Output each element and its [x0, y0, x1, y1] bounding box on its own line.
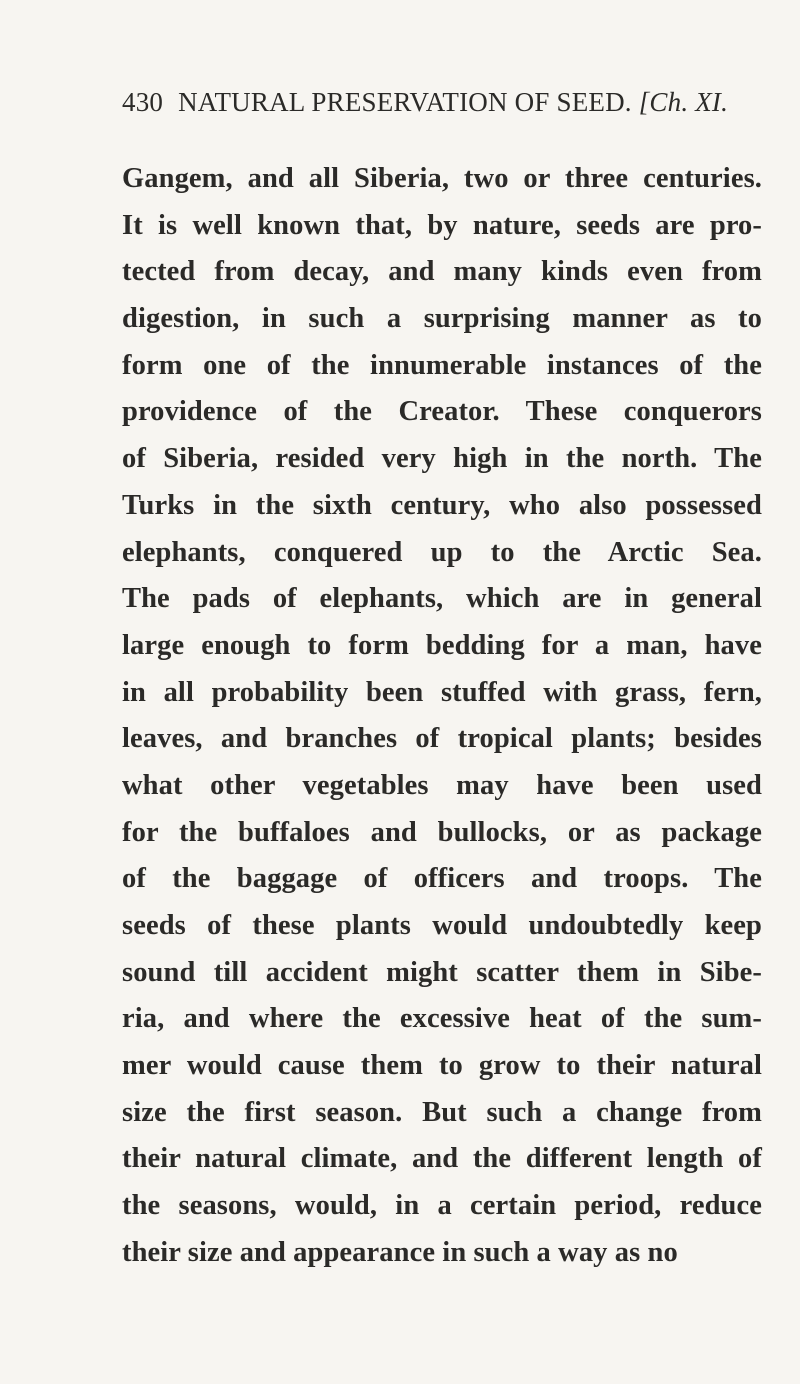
text-line: Turks in the sixth century, who also possessed	[122, 489, 762, 521]
text-line: providence of the Creator. These conquerors	[122, 396, 762, 428]
running-title: NATURAL PRESERVATION OF SEED.	[178, 87, 632, 117]
text-line: mer would cause them to grow to their natural	[122, 1050, 762, 1082]
text-line: of Siberia, resided very high in the north. The	[122, 443, 762, 475]
text-line: Gangem, and all Siberia, two or three centuries.	[122, 163, 762, 194]
page-number: 430	[122, 87, 164, 117]
text-line: large enough to form bedding for a man, have	[122, 629, 762, 661]
text-line: for the buffaloes and bullocks, or as package	[122, 816, 762, 848]
chapter-reference: [Ch. XI.	[638, 87, 729, 117]
text-line: of the baggage of officers and troops. The	[122, 863, 762, 895]
text-line: the seasons, would, in a certain period, reduce	[122, 1190, 762, 1222]
text-line: form one of the innumerable instances of the	[122, 349, 762, 381]
text-line: seeds of these plants would undoubtedly keep	[122, 910, 762, 941]
text-line: sound till accident might scatter them in Sibe-	[122, 956, 762, 988]
text-line: digestion, in such a surprising manner as to	[122, 303, 762, 335]
text-line: their size and appearance in such a way as no	[122, 1236, 678, 1268]
text-line: ria, and where the excessive heat of the sum-	[122, 1003, 762, 1035]
text-line: It is well known that, by nature, seeds are pro-	[122, 209, 762, 241]
text-line: size the first season. But such a change from	[122, 1096, 762, 1128]
text-line: elephants, conquered up to the Arctic Sea.	[122, 536, 762, 568]
text-line: leaves, and branches of tropical plants; besides	[122, 723, 762, 755]
text-line: their natural climate, and the different length of	[122, 1143, 762, 1175]
text-line: what other vegetables may have been used	[122, 769, 762, 801]
body-text	[122, 156, 762, 1277]
text-line: tected from decay, and many kinds even from	[122, 256, 762, 288]
text-line: in all probability been stuffed with grass, fern,	[122, 676, 762, 708]
text-line: The pads of elephants, which are in general	[122, 583, 762, 615]
running-head	[122, 84, 762, 120]
